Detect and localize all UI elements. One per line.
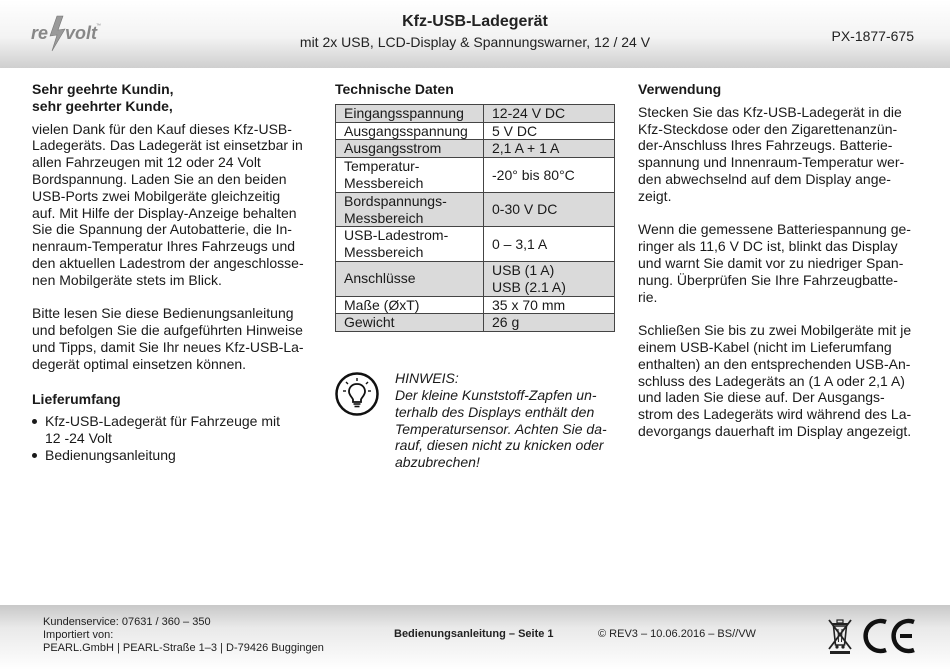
- text-line: nen Mobilgeräte stets im Blick.: [32, 271, 222, 288]
- spec-value: 2,1 A + 1 A: [484, 140, 615, 158]
- list-item: [32, 413, 317, 447]
- text-line: Wenn die gemessene Batteriespannung ge-: [638, 221, 911, 238]
- list-item: [32, 447, 317, 464]
- usage-heading: Verwendung: [638, 81, 722, 97]
- importer-info: [43, 616, 324, 655]
- svg-text:™: ™: [96, 23, 101, 29]
- text-line: rie.: [638, 288, 658, 305]
- text-line: Ladegeräts. Das Ladegerät ist einsetzbar in: [32, 137, 303, 154]
- spec-key: Bordspannungs- Messbereich: [336, 192, 484, 227]
- spec-table: [335, 104, 615, 332]
- text-line: degerät optimal einsetzen können.: [32, 355, 247, 372]
- table-row: [336, 227, 615, 262]
- spec-value: 0 – 3,1 A: [484, 227, 615, 262]
- spec-key: Eingangsspannung: [336, 104, 484, 122]
- table-row: [336, 314, 615, 332]
- text-line: Bedienungsanleitung: [45, 446, 176, 463]
- text-line: terhalb des Displays enthält den: [395, 403, 595, 420]
- text-line: vielen Dank für den Kauf dieses Kfz-USB-: [32, 120, 292, 137]
- hint-title: HINWEIS:: [395, 370, 459, 387]
- table-row: [336, 261, 615, 296]
- text-line: den abwechselnd auf dem Display ange-: [638, 170, 891, 187]
- text-line: USB-Ports zwei Mobilgeräte gleichzeitig: [32, 187, 281, 204]
- text-line: der-Anschluss Ihres Fahrzeugs. Batterie-: [638, 137, 893, 154]
- intro-paragraph: [32, 121, 317, 289]
- lightbulb-icon: [335, 372, 379, 416]
- table-row: [336, 140, 615, 158]
- text-line: spannung und Innenraum-Temperatur wer-: [638, 154, 905, 171]
- tech-data-heading: Technische Daten: [335, 81, 454, 97]
- revision-info: © REV3 – 10.06.2016 – BS//VW: [598, 628, 756, 640]
- spec-value: -20° bis 80°C: [484, 158, 615, 193]
- column-usage: [638, 81, 923, 440]
- usage-paragraph-3: [638, 322, 923, 440]
- product-code: PX-1877-675: [831, 28, 914, 44]
- table-row: [336, 104, 615, 122]
- text-line: rauf, diesen nicht zu knicken oder: [395, 437, 604, 454]
- text-line: Kfz-USB-Ladegerät für Fahrzeuge mit: [45, 413, 280, 430]
- text-line: und laden Sie diese auf. Der Ausgangs-: [638, 389, 885, 406]
- text-line: devorgangs dauerhaft im Display angezeigt.: [638, 422, 912, 439]
- page-header: [0, 0, 950, 68]
- text-line: enthalten) an den entsprechenden USB-An-: [638, 355, 911, 372]
- scope-of-delivery-list: [32, 413, 317, 463]
- customer-service: Kundenservice: 07631 / 360 – 350: [43, 616, 211, 628]
- spec-value: USB (1 A) USB (2.1 A): [484, 261, 615, 296]
- svg-text:volt: volt: [65, 23, 98, 43]
- spec-key: Ausgangsspannung: [336, 122, 484, 140]
- text-line: auf. Mit Hilfe der Display-Anzeige behalten: [32, 204, 297, 221]
- hint-box: [335, 370, 620, 471]
- text-line: Temperatursensor. Achten Sie da-: [395, 420, 607, 437]
- text-line: zeigt.: [638, 187, 672, 204]
- page-label: Bedienungsanleitung – Seite 1: [394, 628, 554, 640]
- scope-of-delivery-heading: Lieferumfang: [32, 390, 121, 407]
- text-line: und Tipps, damit Sie Ihr neues Kfz-USB-La-: [32, 338, 304, 355]
- document-title: Kfz-USB-Ladegerät: [402, 13, 548, 30]
- text-line: Sie die Spannung der Autobatterie, die In-: [32, 221, 292, 238]
- text-line: Stecken Sie das Kfz-USB-Ladegerät in die: [638, 103, 902, 120]
- text-line: Kfz-Steckdose oder den Zigarettenanzün-: [638, 120, 898, 137]
- imported-by-label: Importiert von:: [43, 629, 114, 641]
- spec-value: 0-30 V DC: [484, 192, 615, 227]
- importer-address: PEARL.GmbH | PEARL-Straße 1–3 | D-79426 Buggingen: [43, 642, 324, 654]
- text-line: nenraum-Temperatur Ihres Fahrzeugs und: [32, 238, 296, 255]
- salutation-line-2: sehr geehrter Kunde,: [32, 97, 173, 114]
- document-subtitle: mit 2x USB, LCD-Display & Spannungswarner, 12 / 24 V: [299, 34, 651, 50]
- spec-key: Anschlüsse: [336, 261, 484, 296]
- text-line: schluss des Ladegeräts an (1 A oder 2,1 A): [638, 372, 905, 389]
- spec-value: 12-24 V DC: [484, 104, 615, 122]
- table-row: [336, 122, 615, 140]
- spec-value: 5 V DC: [484, 122, 615, 140]
- text-line: ringer als 11,6 V DC ist, blinkt das Display: [638, 238, 898, 255]
- spec-key: Temperatur- Messbereich: [336, 158, 484, 193]
- text-line: allen Fahrzeugen mit 12 oder 24 Volt: [32, 154, 261, 171]
- usage-paragraph-2: [638, 221, 923, 305]
- spec-value: 26 g: [484, 314, 615, 332]
- text-line: Bordspannung. Laden Sie an den beiden: [32, 170, 287, 187]
- text-line: 12 -24 Volt: [45, 430, 112, 447]
- weee-crossed-bin-icon: [826, 616, 854, 656]
- column-specs: [335, 81, 620, 471]
- table-row: [336, 158, 615, 193]
- table-row: [336, 296, 615, 314]
- hint-text: [395, 370, 620, 471]
- text-line: abzubrechen!: [395, 454, 480, 471]
- read-manual-paragraph: [32, 305, 317, 372]
- text-line: und befolgen Sie die aufgeführten Hinweise: [32, 322, 303, 339]
- revolt-logo: [30, 12, 102, 54]
- ce-mark-icon: [862, 617, 918, 655]
- usage-paragraph-1: [638, 104, 923, 205]
- text-line: und warnt Sie damit vor zu niedriger Span-: [638, 254, 904, 271]
- text-line: Der kleine Kunststoff-Zapfen un-: [395, 386, 597, 403]
- spec-key: Gewicht: [336, 314, 484, 332]
- spec-key: Ausgangsstrom: [336, 140, 484, 158]
- text-line: Bitte lesen Sie diese Bedienungsanleitung: [32, 305, 294, 322]
- text-line: einem USB-Kabel (nicht im Lieferumfang: [638, 338, 892, 355]
- svg-text:re: re: [31, 23, 49, 43]
- salutation-line-1: Sehr geehrte Kundin,: [32, 81, 174, 97]
- spec-key: Maße (ØxT): [336, 296, 484, 314]
- table-row: [336, 192, 615, 227]
- text-line: nung. Überprüfen Sie Ihre Fahrzeugbatte-: [638, 271, 898, 288]
- page-footer: [0, 605, 950, 670]
- spec-key: USB-Ladestrom- Messbereich: [336, 227, 484, 262]
- column-intro: [32, 81, 317, 464]
- text-line: strom des Ladegeräts wird während des La-: [638, 406, 912, 423]
- text-line: Schließen Sie bis zu zwei Mobilgeräte mit je: [638, 322, 912, 339]
- spec-value: 35 x 70 mm: [484, 296, 615, 314]
- text-line: den aktuellen Ladestrom der angeschlosse-: [32, 254, 304, 271]
